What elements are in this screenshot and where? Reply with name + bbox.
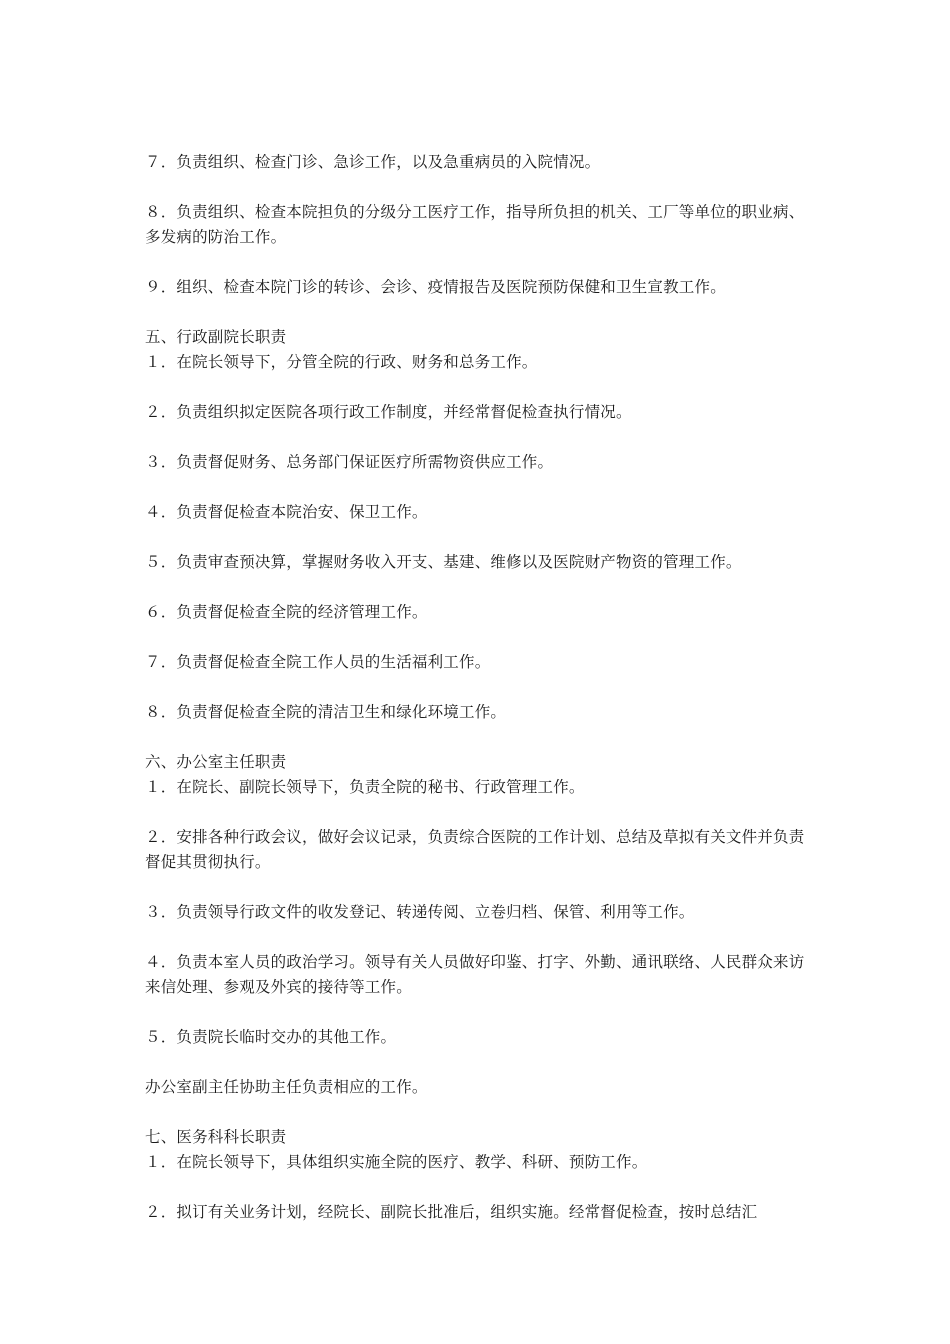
list-item: ５．负责审查预决算，掌握财务收入开支、基建、维修以及医院财产物资的管理工作。 (145, 553, 742, 571)
list-item: ３．负责督促财务、总务部门保证医疗所需物资供应工作。 (145, 453, 554, 471)
document-page (145, 150, 810, 1225)
list-item: ２．安排各种行政会议，做好会议记录，负责综合医院的工作计划、总结及草拟有关文件并负责督促其贯彻执行。 (145, 828, 805, 871)
list-item: １．在院长领导下，具体组织实施全院的医疗、教学、科研、预防工作。 (145, 1153, 648, 1171)
list-item: １．在院长、副院长领导下，负责全院的秘书、行政管理工作。 (145, 778, 585, 796)
note-paragraph: 办公室副主任协助主任负责相应的工作。 (145, 1078, 428, 1096)
section-heading: 六、办公室主任职责 (145, 753, 287, 771)
section-heading: 七、医务科科长职责 (145, 1128, 287, 1146)
list-item: ２．负责组织拟定医院各项行政工作制度，并经常督促检查执行情况。 (145, 403, 632, 421)
list-item: ９．组织、检查本院门诊的转诊、会诊、疫情报告及医院预防保健和卫生宣教工作。 (145, 278, 726, 296)
list-item: ７．负责督促检查全院工作人员的生活福利工作。 (145, 653, 491, 671)
list-item: ８．负责督促检查全院的清洁卫生和绿化环境工作。 (145, 703, 507, 721)
list-item: ５．负责院长临时交办的其他工作。 (145, 1028, 397, 1046)
list-item: ７．负责组织、检查门诊、急诊工作，以及急重病员的入院情况。 (145, 153, 601, 171)
list-item: ４．负责本室人员的政治学习。领导有关人员做好印鉴、打字、外勤、通讯联络、人民群众来访来信处理、参观及外宾的接待等工作。 (145, 953, 805, 996)
section-heading: 五、行政副院长职责 (145, 328, 287, 346)
list-item: ３．负责领导行政文件的收发登记、转递传阅、立卷归档、保管、利用等工作。 (145, 903, 695, 921)
list-item: ６．负责督促检查全院的经济管理工作。 (145, 603, 428, 621)
list-item: １．在院长领导下，分管全院的行政、财务和总务工作。 (145, 353, 538, 371)
list-item: ２．拟订有关业务计划，经院长、副院长批准后，组织实施。经常督促检查，按时总结汇 (145, 1203, 758, 1221)
list-item: ４．负责督促检查本院治安、保卫工作。 (145, 503, 428, 521)
list-item: ８．负责组织、检查本院担负的分级分工医疗工作，指导所负担的机关、工厂等单位的职业病、多发病的防治工作。 (145, 203, 805, 246)
